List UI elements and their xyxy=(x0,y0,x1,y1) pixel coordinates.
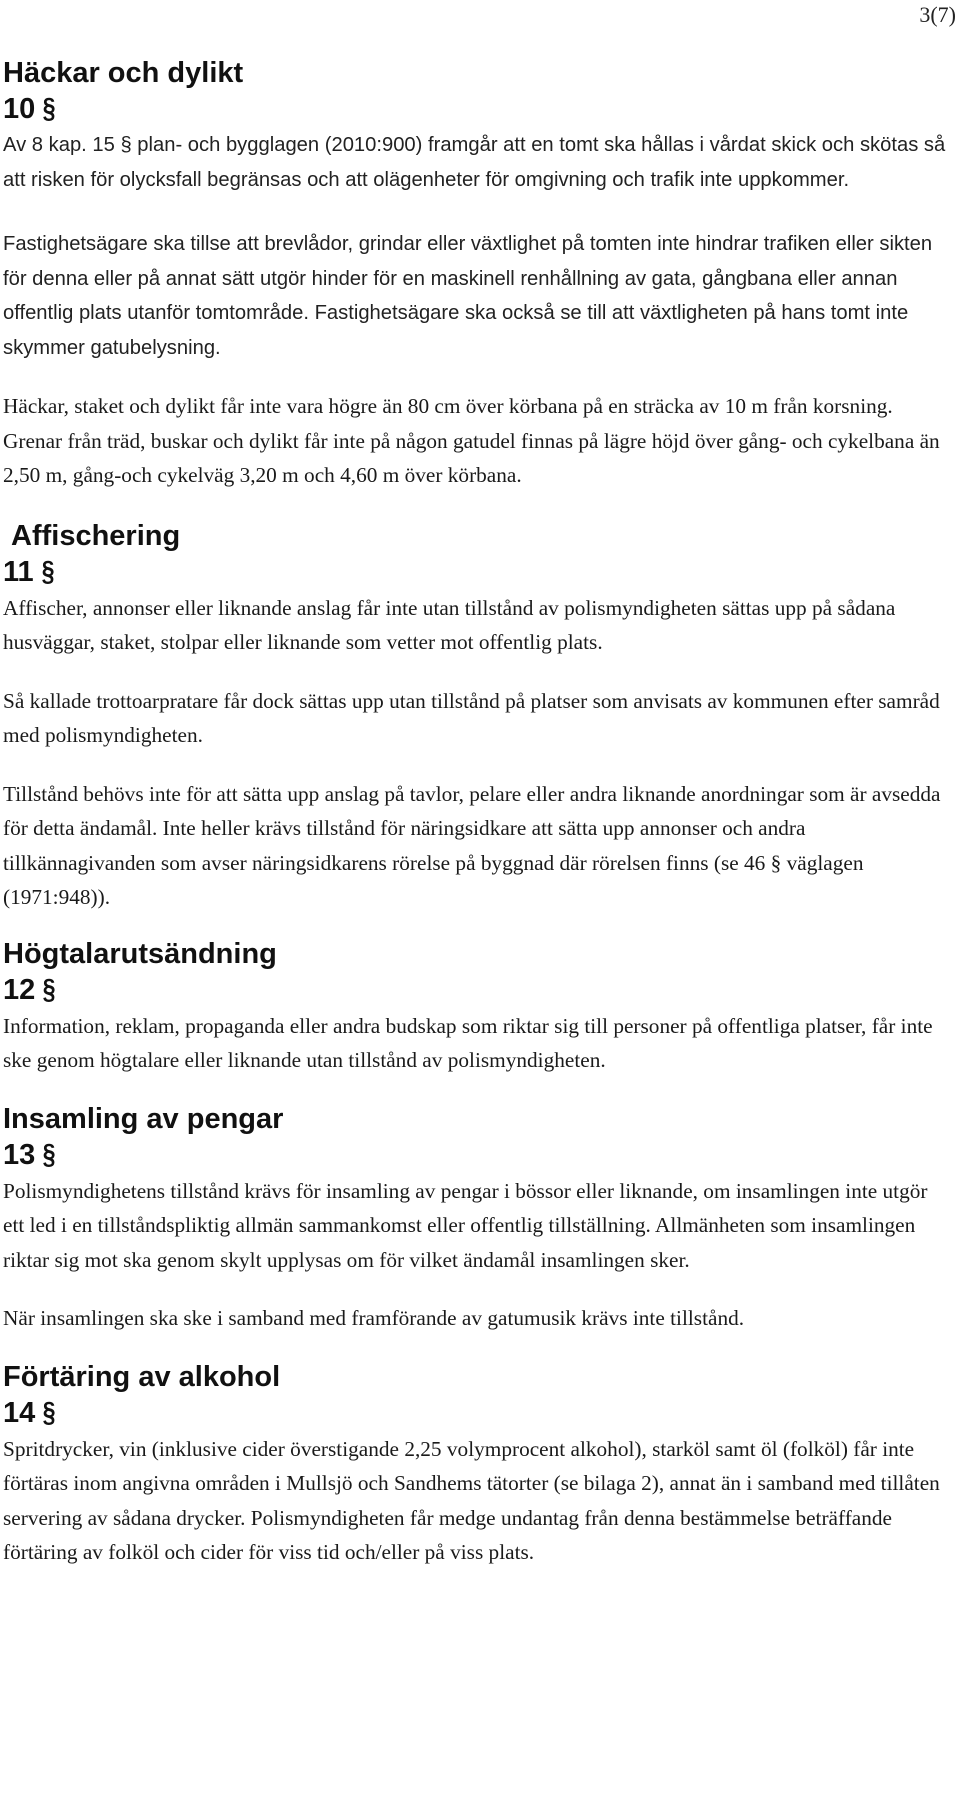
section-sign-icon: § xyxy=(41,555,55,588)
paragraph-number-value: 14 xyxy=(3,1396,36,1429)
paragraph-number-value: 11 xyxy=(3,555,34,588)
paragraph-text: Fastighetsägare ska tillse att brevlådor, grindar eller växtlighet på tomten inte hindrar trafiken eller sikten för denna eller på annat sätt utgör hinder för en maskinell renhållning av gata, gångbana eller annan offentlig plats utanför tomtområde. Fastighetsägare ska också se till att växtligheten på hans tomt inte skymmer gatubelysning. xyxy=(3,233,933,359)
section-heading: Förtäring av alkohol xyxy=(3,1360,281,1393)
paragraph-text: När insamlingen ska ske i samband med framförande av gatumusik krävs inte tillstånd. xyxy=(3,1306,745,1330)
section-sign-icon: § xyxy=(42,93,56,125)
document-body xyxy=(3,56,953,1570)
paragraph-text: Affischer, annonser eller liknande anslag får inte utan tillstånd av polismyndigheten sättas upp på sådana husväggar, staket, stolpar eller liknande som vetter mot offentlig plats. xyxy=(3,595,896,654)
section-sign-icon: § xyxy=(42,1138,56,1171)
section-affischering xyxy=(3,519,953,915)
paragraph-number xyxy=(3,1394,953,1432)
paragraph-number xyxy=(3,90,953,128)
page-number: 3(7) xyxy=(919,2,956,27)
paragraph-number-value: 10 xyxy=(3,93,36,125)
paragraph-number xyxy=(3,553,953,591)
paragraph-text: Så kallade trottoarpratare får dock sättas upp utan tillstånd på platser som anvisats av kommunen efter samråd med polismyndigheten. xyxy=(3,688,940,747)
section-heading: Häckar och dylikt xyxy=(3,57,244,89)
paragraph-number-value: 13 xyxy=(3,1138,36,1171)
paragraph-text: Information, reklam, propaganda eller andra budskap som riktar sig till personer på offentliga platser, får inte ske genom högtalare eller liknande utan tillstånd av polismyndigheten. xyxy=(3,1013,933,1072)
paragraph-text: Polismyndighetens tillstånd krävs för insamling av pengar i bössor eller liknande, om insamlingen inte utgör ett led i en tillståndspliktig allmän sammankomst eller offentlig tillställning. Allmänheten som insamlingen riktar sig mot ska genom skylt upplysas om för vilket ändamål insamlingen sker. xyxy=(3,1178,928,1272)
section-hackar xyxy=(3,56,953,493)
paragraph-number xyxy=(3,971,953,1009)
paragraph-text: Av 8 kap. 15 § plan- och bygglagen (2010:900) framgår att en tomt ska hållas i vårdat skick och skötas så att risken för olycksfall begränsas och att olägenheter för omgivning och trafik inte uppkommer. xyxy=(3,134,946,191)
section-heading: Högtalarutsändning xyxy=(3,937,277,970)
section-heading: Affischering xyxy=(11,519,181,552)
section-insamling xyxy=(3,1102,953,1336)
paragraph-text: Häckar, staket och dylikt får inte vara högre än 80 cm över körbana på en sträcka av 10 m från korsning. Grenar från träd, buskar och dylikt får inte på någon gatudel finnas på lägre höjd över gång- och cykelbana än 2,50 m, gång-och cykelväg 3,20 m och 4,60 m över körbana. xyxy=(3,394,940,487)
paragraph-number-value: 12 xyxy=(3,973,36,1006)
section-heading: Insamling av pengar xyxy=(3,1102,284,1135)
section-fortaring-alkohol xyxy=(3,1360,953,1570)
section-hogtalarutsandning xyxy=(3,937,953,1078)
paragraph-text: Spritdrycker, vin (inklusive cider överstigande 2,25 volymprocent alkohol), starköl samt öl (folköl) får inte förtäras inom angivna områden i Mullsjö och Sandhems tätorter (se bilaga 2), annat än i samband med tillåten servering av sådana drycker. Polismyndigheten får medge undantag från denna bestämmelse beträffande förtäring av folköl och cider för viss tid och/eller på viss plats. xyxy=(3,1436,940,1564)
section-sign-icon: § xyxy=(42,1396,56,1429)
paragraph-text: Tillstånd behövs inte för att sätta upp anslag på tavlor, pelare eller andra liknande anordningar som är avsedda för detta ändamål. Inte heller krävs tillstånd för näringsidkare att sätta upp annonser och andra tillkännagivanden som avser näringsidkarens rörelse på byggnad där rörelsen finns (se 46 § väglagen (1971:948)). xyxy=(3,781,941,909)
paragraph-number xyxy=(3,1136,953,1174)
section-sign-icon: § xyxy=(42,973,56,1006)
